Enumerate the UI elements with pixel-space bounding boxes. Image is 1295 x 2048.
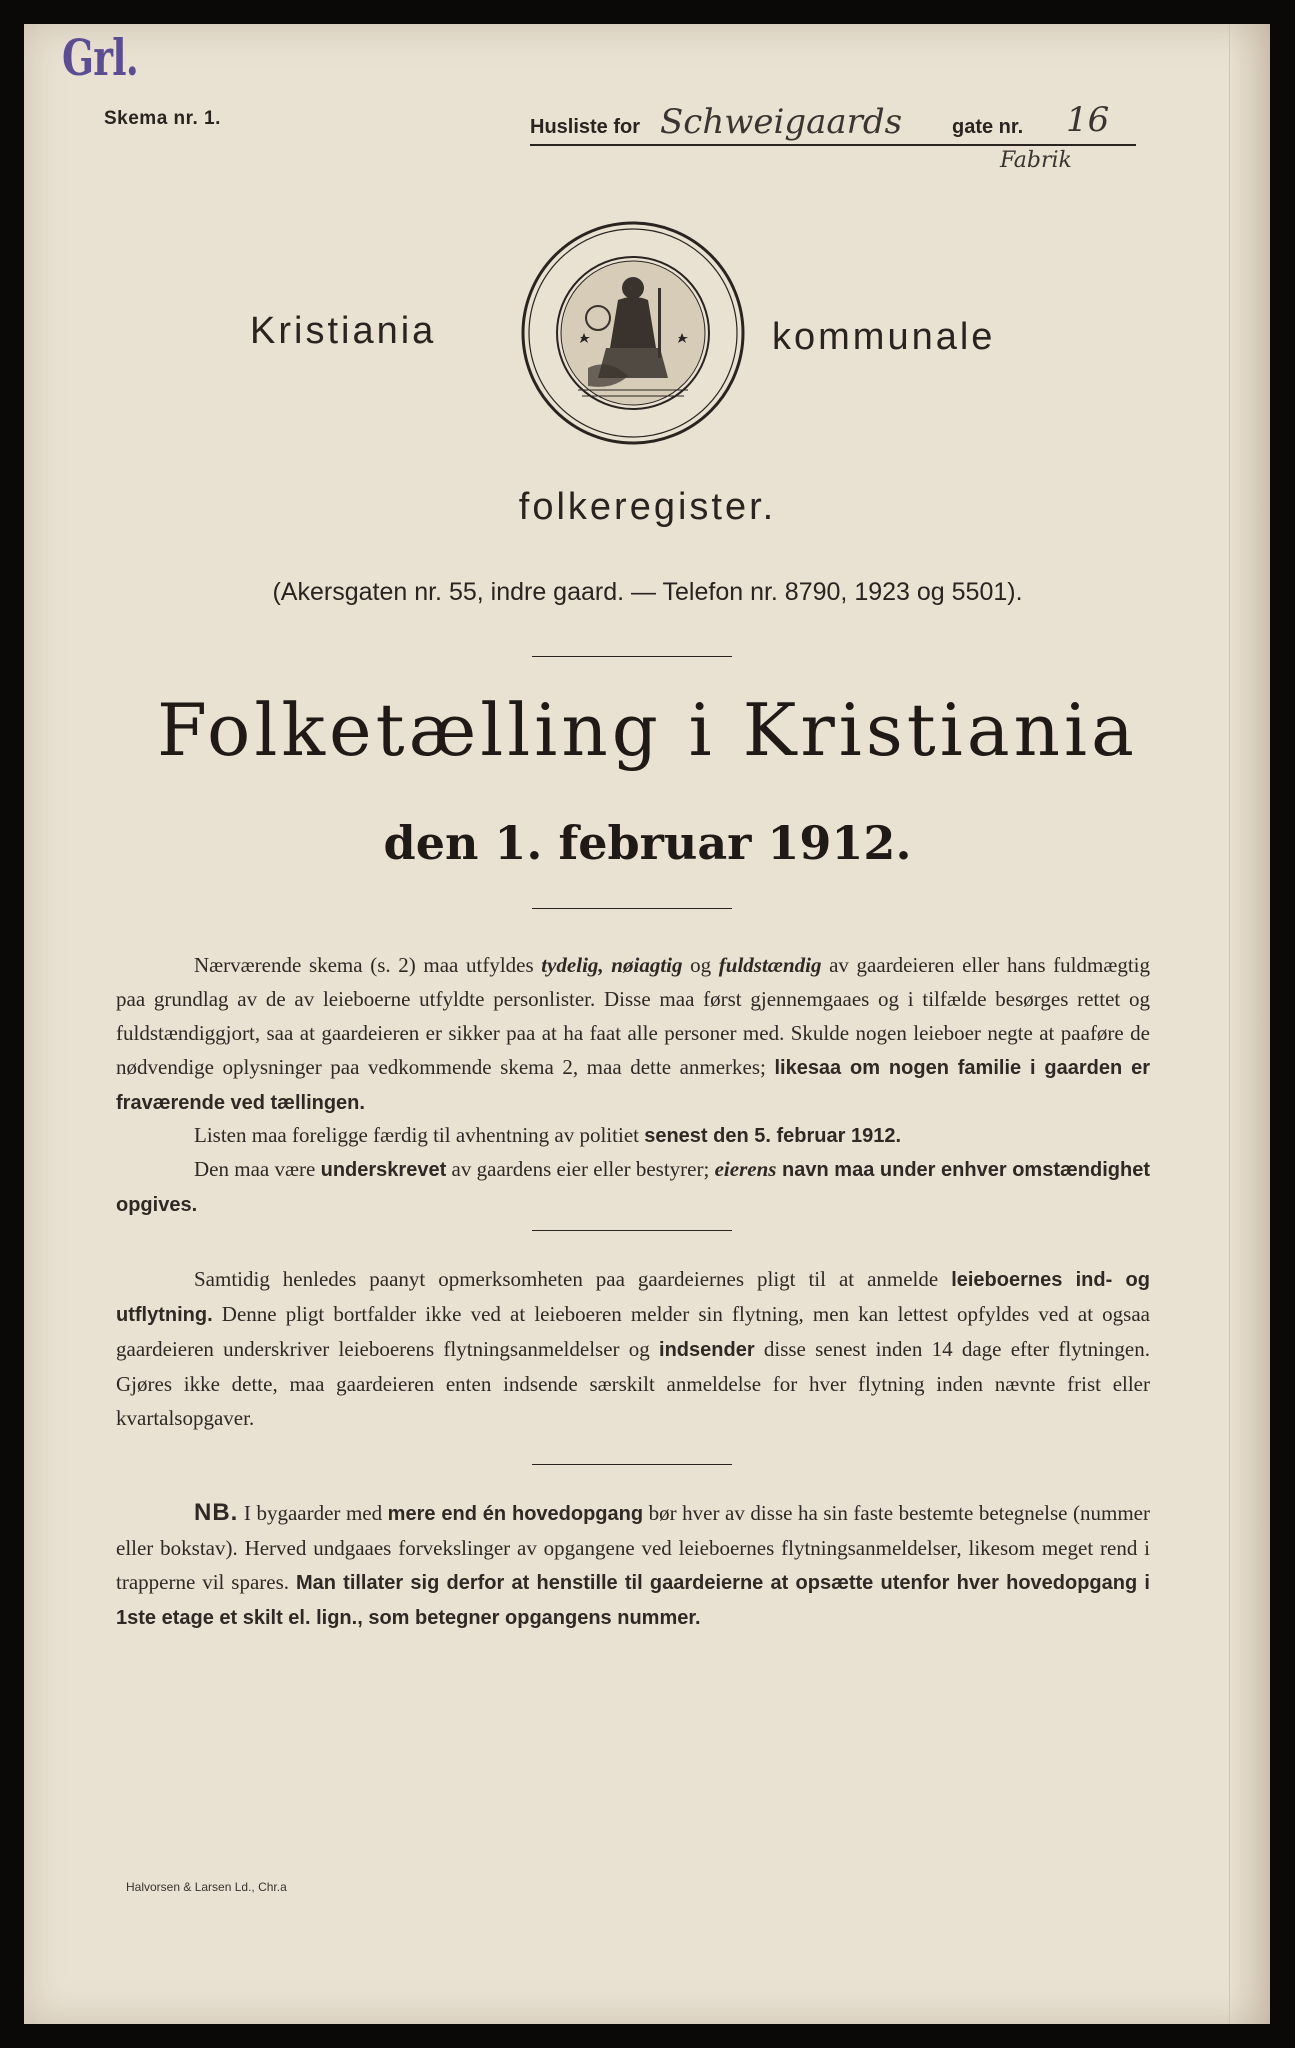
printer-imprint: Halvorsen & Larsen Ld., Chr.a [126,1880,287,1894]
husliste-label: Husliste for [530,116,641,138]
paper-edge [1229,24,1270,2024]
divider [532,1464,732,1465]
kristiania-seal-icon [518,218,748,448]
grl-stamp: Grl. [62,28,139,87]
divider [532,1230,732,1231]
signature-paragraph: Den maa være underskrevet av gaardens eier eller bestyrer; eierens navn maa under enhver omstændighet opgives. [116,1157,1150,1216]
gate-label: gate nr. [952,116,1024,138]
instructions-paragraph: Nærværende skema (s. 2) maa utfyldes tydelig, nøiagtig og fuldstændig av gaardeieren eller hans fuldmægtig paa grundlag av de av leieboerne utfyldte personlister. Disse maa først gjennemgaaes og i tilfælde besørges rettet og fuldstændiggjort, saa at gaardeieren er sikker paa at ha faat alle personer med. Skulde nogen leieboer negte at paaføre de nødvendige oplysninger paa vedkommende skema 2, maa dette anmerkes; likesaa om nogen familie i gaarden er fraværende ved tællingen. [116,953,1151,1114]
header-left-word: Kristiania [250,310,437,352]
census-date: den 1. februar 1912. [383,816,912,870]
nb-paragraph: NB. I bygaarder med mere end én hovedopgang bør hver av disse ha sin faste bestemte betegnelse (nummer eller bokstav). Herved undgaaes forvekslinger av opgangene ved leieboernes flytningsanmeldelser, likesom meget rend i trapperne vil spares. Man tillater sig derfor at henstille til gaardeierne at opsætte utenfor hver hovedopgang i 1ste etage et skilt el. lign., som betegner opgangens nummer. [116,1499,1150,1629]
street-name-handwritten: Schweigaards [660,102,903,142]
deadline-paragraph: Listen maa foreligge færdig til avhentning av politiet senest den 5. februar 1912. [194,1123,902,1147]
skema-number: Skema nr. 1. [104,108,221,129]
divider [532,656,732,657]
husliste-line [530,100,1136,173]
gate-number-handwritten: 16 [1066,100,1110,140]
moving-paragraph: Samtidig henledes paanyt opmerksomheten paa gaardeiernes pligt til at anmelde leieboernes ind- og utflytning. Denne pligt bortfalder ikke ved at leieboeren melder sin flytning, men kan lettest opfyldes ved at ogsaa gaardeieren underskriver leieboerens flytningsanmeldelser og indsender disse senest inden 14 dage efter flytningen. Gjøres ikke dette, maa gaardeieren enten indsende særskilt anmeldelse for hver flytning inden nævnte frist eller kvartalsopgaver. [116,1267,1150,1430]
office-address: (Akersgaten nr. 55, indre gaard. — Telefon nr. 8790, 1923 og 5501). [272,578,1023,606]
main-title: Folketælling i Kristiania [157,688,1138,772]
annotation-handwritten: Fabrik [1000,148,1072,173]
divider [532,908,732,909]
office-name: folkeregister. [518,486,777,528]
header-right-word: kommunale [772,316,996,358]
